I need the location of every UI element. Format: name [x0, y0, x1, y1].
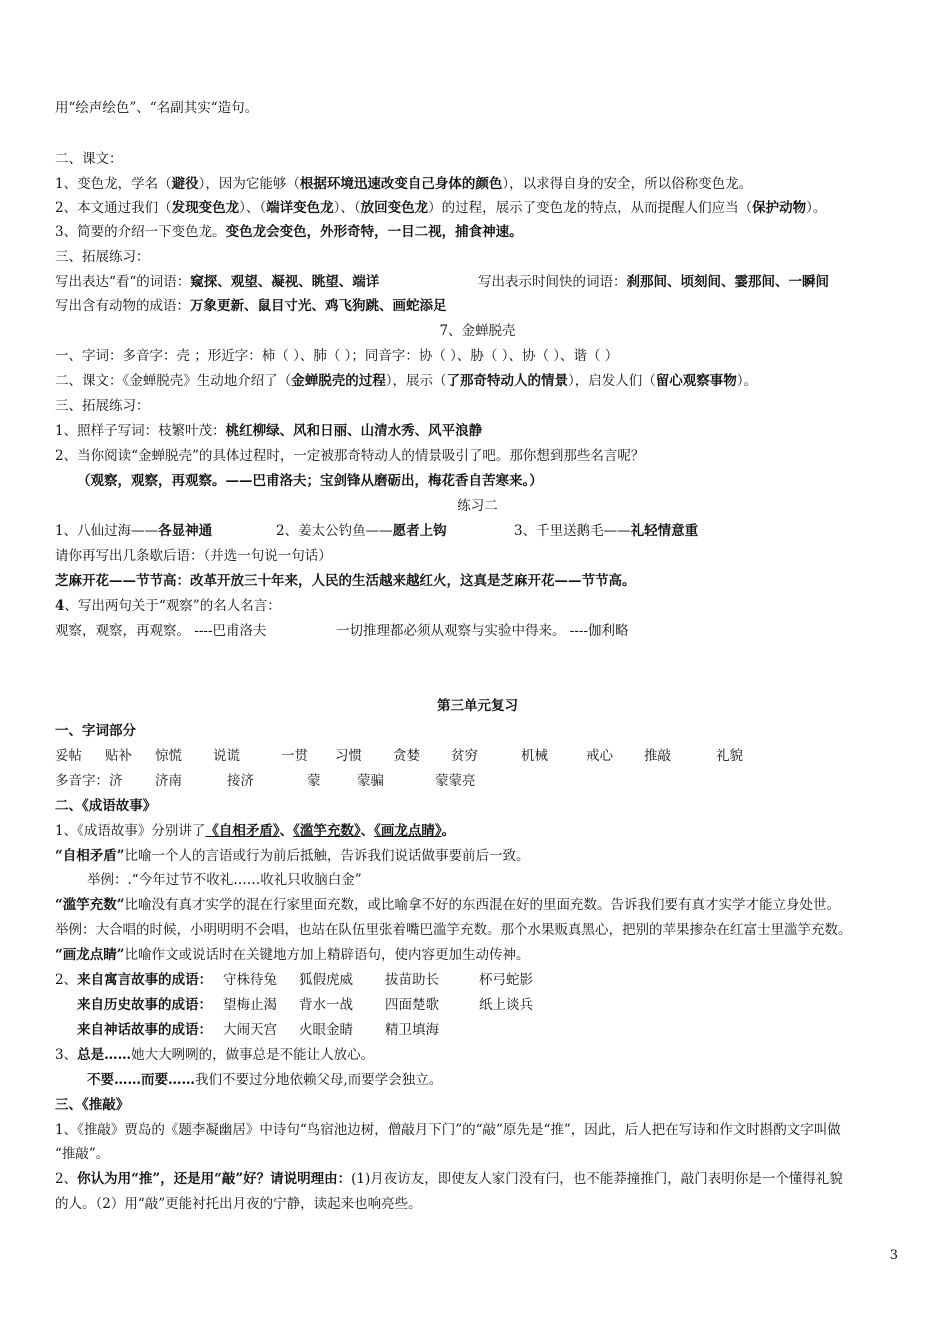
text-line: 不要……而要……我们不要过分地依赖父母,而要学会独立。 — [87, 1072, 443, 1088]
vocab-word: 礼貌 — [716, 748, 743, 764]
text-line: 写出表达“看“的词语：窥探、观望、凝视、眺望、端详 — [55, 274, 380, 290]
text-line: 来自历史故事的成语： — [77, 997, 212, 1013]
idiom: 火眼金睛 — [299, 1022, 353, 1038]
text-line: 的人。（2）用“敲”更能衬托出月夜的宁静，读起来也响亮些。 — [55, 1196, 422, 1212]
text-line: 1、《成语故事》分别讲了《自相矛盾》、《滥竽充数》、《画龙点睛》。 — [55, 823, 456, 839]
vocab-word: 惊慌 — [155, 748, 182, 764]
idiom: 拔苗助长 — [385, 972, 439, 988]
text-line: 一、字词：多音字：壳 ；形近字：柿（ ）、肺（ ）；同音字：协（ ）、胁（ ）、协（ ）、谐（ ） — [55, 348, 619, 364]
text-line: 2、当你阅读“金蝉脱壳”的具体过程时，一定被那奇特动人的情景吸引了吧。那你想到那些名言呢？ — [55, 448, 645, 464]
text-line: 1、照样子写词：枝繁叶茂：桃红柳绿、风和日丽、山清水秀、风平浪静 — [55, 423, 483, 439]
text-line: “滥竽充数”比喻没有真才实学的混在行家里面充数，或比喻拿不好的东西混在好的里面充数。告诉我们要有真才实学才能立身处世。 — [55, 897, 841, 913]
text-line: 请你再写出几条歇后语：（并选一句说一句话） — [55, 548, 332, 564]
lesson-title: 7、金蝉脱壳 — [439, 323, 516, 339]
text-line: “推敲”。 — [55, 1146, 110, 1162]
text-line: 1、《推敲》贾岛的《题李凝幽居》中诗句“鸟宿池边树，僧敲月下门”的“敲”原先是“推”，因此，后人把在写诗和作文时斟酌文字叫做 — [55, 1122, 841, 1138]
text-line: （观察，观察，再观察。——巴甫洛夫；宝剑锋从磨砺出，梅花香自苦寒来。） — [77, 473, 543, 489]
text-line: 2、本文通过我们（发现变色龙）、（端详变色龙）、（放回变色龙）的过程，展示了变色龙的特点，从而提醒人们应当（保护动物）。 — [55, 200, 827, 216]
text-line: 举例：大合唱的时候，小明明明不会唱，也站在队伍里张着嘴巴滥竽充数。那个水果贩真黑心，把别的苹果掺杂在红富士里滥竽充数。 — [55, 922, 852, 938]
text-line: 1、变色龙，学名（避役），因为它能够（根据环境迅速改变自己身体的颜色），以求得自身的安全，所以俗称变色龙。 — [55, 176, 753, 192]
text-line: 举例：.“今年过节不收礼……收礼只收脑白金” — [87, 872, 362, 888]
idiom: 望梅止渴 — [223, 997, 277, 1013]
vocab-word: 推敲 — [644, 748, 671, 764]
text-line: 2、来自寓言故事的成语： — [55, 972, 213, 988]
section-heading: 一、字词部分 — [55, 723, 136, 739]
vocab-word: 贫穷 — [451, 748, 478, 764]
idiom: 守株待兔 — [223, 972, 277, 988]
idiom: 狐假虎威 — [299, 972, 353, 988]
vocab-word: 戒心 — [586, 748, 613, 764]
text-line: 1、八仙过海——各显神通 — [55, 523, 213, 539]
vocab-word: 一贯 — [281, 748, 308, 764]
idiom: 杯弓蛇影 — [479, 972, 533, 988]
idiom: 大闹天宫 — [223, 1022, 277, 1038]
vocab-word: 济南 — [155, 773, 182, 789]
text-line: 来自神话故事的成语： — [77, 1022, 212, 1038]
vocab-word: 贴补 — [105, 748, 132, 764]
text-line: 观察，观察，再观察。 ----巴甫洛夫 — [55, 623, 267, 639]
text-line: 写出含有动物的成语：万象更新、鼠目寸光、鸡飞狗跳、画蛇添足 — [55, 298, 447, 314]
page-number: 3 — [889, 1248, 898, 1263]
text-line: 3、总是……她大大咧咧的，做事总是不能让人放心。 — [55, 1047, 375, 1063]
section-heading: 三、拓展练习： — [55, 398, 150, 414]
idiom: 背水一战 — [299, 997, 353, 1013]
section-heading: 三、《推敲》 — [55, 1097, 130, 1113]
text-line: 二、课文：《金蝉脱壳》生动地介绍了（金蝉脱壳的过程），展示（了那奇特动人的情景），启发人们（留心观察事物）。 — [55, 373, 757, 389]
vocab-word: 蒙骗 — [357, 773, 384, 789]
text-line: 用“绘声绘色”、“名副其实“造句。 — [55, 100, 259, 116]
text-line: 一切推理都必须从观察与实验中得来。 ----伽利略 — [336, 623, 629, 639]
text-line: 4、写出两句关于“观察”的名人名言： — [55, 598, 281, 614]
text-line: 3、简要的介绍一下变色龙。变色龙会变色，外形奇特，一目二视，捕食神速。 — [55, 224, 523, 240]
text-line: 写出表示时间快的词语：刹那间、顷刻间、霎那间、一瞬间 — [478, 274, 829, 290]
text-line: 2、姜太公钓鱼——愿者上钩 — [276, 523, 447, 539]
text-line: “自相矛盾”比喻一个人的言语或行为前后抵触，告诉我们说话做事要前后一致。 — [55, 848, 530, 864]
section-heading: 三、拓展练习： — [55, 249, 150, 265]
vocab-word: 多音字：济 — [55, 773, 123, 789]
idiom: 精卫填海 — [385, 1022, 439, 1038]
lesson-title: 练习二 — [457, 498, 498, 514]
vocab-word: 贪婪 — [393, 748, 420, 764]
text-line: “画龙点睛”比喻作文或说话时在关键地方加上精辟语句，使内容更加生动传神。 — [55, 947, 530, 963]
section-heading: 二、《成语故事》 — [55, 798, 157, 814]
idiom: 纸上谈兵 — [479, 997, 533, 1013]
section-heading: 二、课文： — [55, 151, 123, 167]
text-line: 2、你认为用“推”，还是用“敲”好？请说明理由：(1)月夜访友，即使友人家门没有闩，也不能莽撞推门，敲门表明你是一个懂得礼貌 — [55, 1171, 843, 1187]
vocab-word: 说谎 — [213, 748, 240, 764]
text-line: 芝麻开花——节节高：改革开放三十年来，人民的生活越来越红火，这真是芝麻开花——节节高。 — [55, 573, 636, 589]
vocab-word: 机械 — [521, 748, 548, 764]
idiom: 四面楚歌 — [385, 997, 439, 1013]
vocab-word: 习惯 — [335, 748, 362, 764]
text-line: 3、千里送鹅毛——礼轻情意重 — [514, 523, 699, 539]
vocab-word: 蒙蒙亮 — [435, 773, 476, 789]
vocab-word: 妥帖 — [55, 748, 82, 764]
vocab-word: 蒙 — [307, 773, 321, 789]
unit-title: 第三单元复习 — [437, 698, 518, 714]
vocab-word: 接济 — [227, 773, 254, 789]
